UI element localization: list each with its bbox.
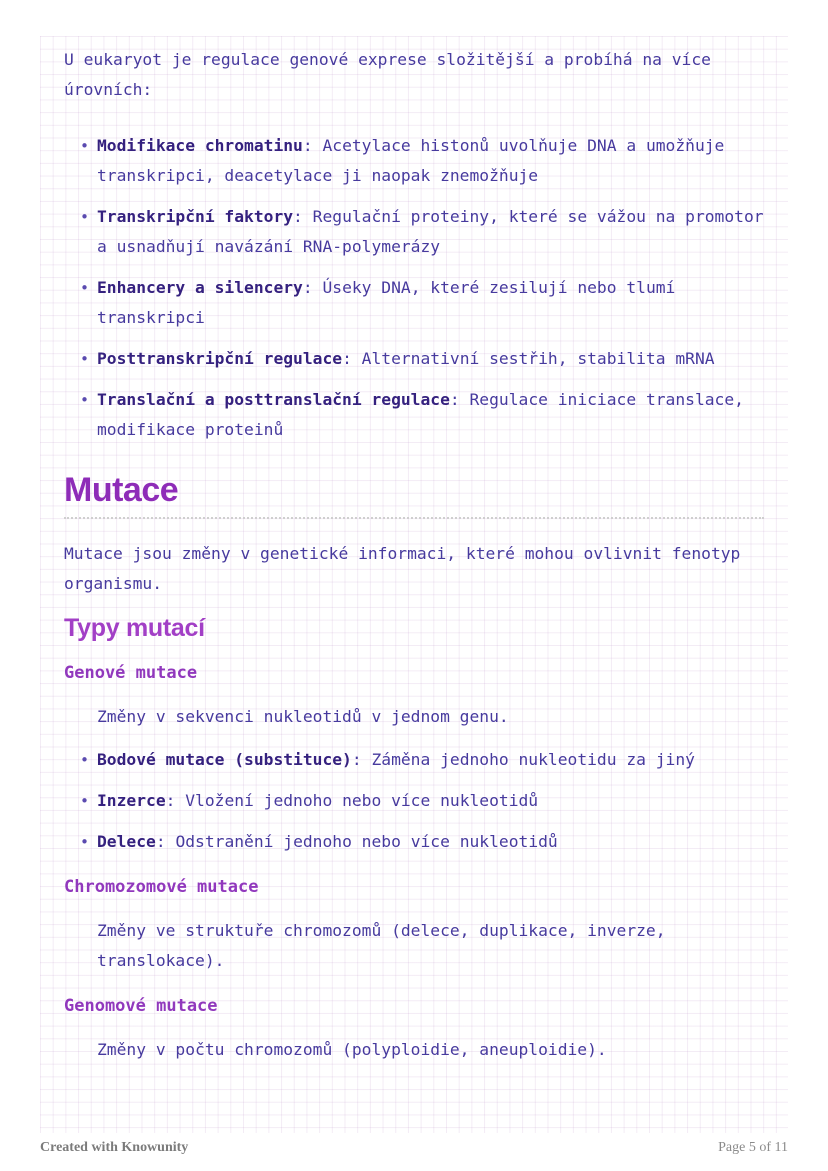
bullet-separator: : [449, 390, 470, 409]
bullet-desc: Acetylace histonů uvolňuje DNA a umožňuje transkripci, deacetylace ji naopak znemožňuje [97, 136, 725, 185]
bullet-desc: Alternativní sestřih, stabilita mRNA [361, 349, 715, 368]
section-intro-paragraph: Mutace jsou změny v genetické informaci, které mohou ovlivnit fenotyp organismu. [64, 544, 741, 593]
notebook-grid-page [40, 36, 788, 1133]
bullet-term: Posttranskripční regulace [97, 349, 343, 368]
group-label-genove-mutace: Genové mutace [64, 663, 198, 683]
list-item-enhancers-silencers [64, 273, 764, 333]
bullet-term: Delece [97, 832, 156, 851]
bullet-term: Inzerce [97, 791, 166, 810]
list-item-insertion [64, 786, 764, 816]
group-label-chromozomove-mutace: Chromozomové mutace [64, 877, 259, 897]
list-item-translation-regulation [64, 385, 764, 445]
section-title-mutace: Mutace [64, 471, 764, 519]
subsection-title-typy-mutaci: Typy mutací [64, 614, 205, 642]
bullet-separator: : [302, 136, 323, 155]
gene-mutation-list [64, 745, 764, 857]
bullet-separator: : [351, 750, 372, 769]
footer-page-number: Page 5 of 11 [718, 1140, 788, 1155]
bullet-term: Bodové mutace (substituce) [97, 750, 352, 769]
intro-paragraph: U eukaryot je regulace genové exprese složitější a probíhá na více úrovních: [64, 50, 711, 99]
bullet-desc: Záměna jednoho nukleotidu za jiný [371, 750, 695, 769]
bullet-term: Translační a posttranslační regulace [97, 390, 450, 409]
bullet-separator: : [293, 207, 313, 226]
group-body: Změny v sekvenci nukleotidů v jednom genu. [97, 707, 509, 726]
bullet-separator: : [165, 791, 186, 810]
group-body: Změny v počtu chromozomů (polyploidie, aneuploidie). [97, 1040, 607, 1059]
bullet-desc: Odstranění jednoho nebo více nukleotidů [175, 832, 558, 851]
bullet-separator: : [342, 349, 362, 368]
list-item-point-mutation [64, 745, 764, 775]
bullet-separator: : [302, 278, 323, 297]
group-label-genomove-mutace: Genomové mutace [64, 996, 218, 1016]
bullet-desc: Regulační proteiny, které se vážou na promotor a usnadňují navázání RNA-polymerázy [97, 207, 764, 256]
bullet-separator: : [155, 832, 176, 851]
page-footer [40, 1140, 788, 1156]
list-item-chromatin-modification [64, 131, 764, 191]
list-item-transcription-factors [64, 202, 764, 262]
bullet-desc: Úseky DNA, které zesilují nebo tlumí transkripci [97, 278, 676, 327]
bullet-desc: Vložení jednoho nebo více nukleotidů [185, 791, 539, 810]
bullet-term: Modifikace chromatinu [97, 136, 303, 155]
group-body: Změny ve struktuře chromozomů (delece, duplikace, inverze, translokace). [97, 921, 666, 970]
list-item-deletion [64, 827, 764, 857]
bullet-term: Enhancery a silencery [97, 278, 303, 297]
regulation-list [64, 131, 764, 445]
bullet-desc: Regulace iniciace translace, modifikace proteinů [97, 390, 744, 439]
list-item-posttranscription-regulation [64, 344, 764, 374]
footer-branding: Created with Knowunity [40, 1140, 189, 1155]
bullet-term: Transkripční faktory [97, 207, 294, 226]
